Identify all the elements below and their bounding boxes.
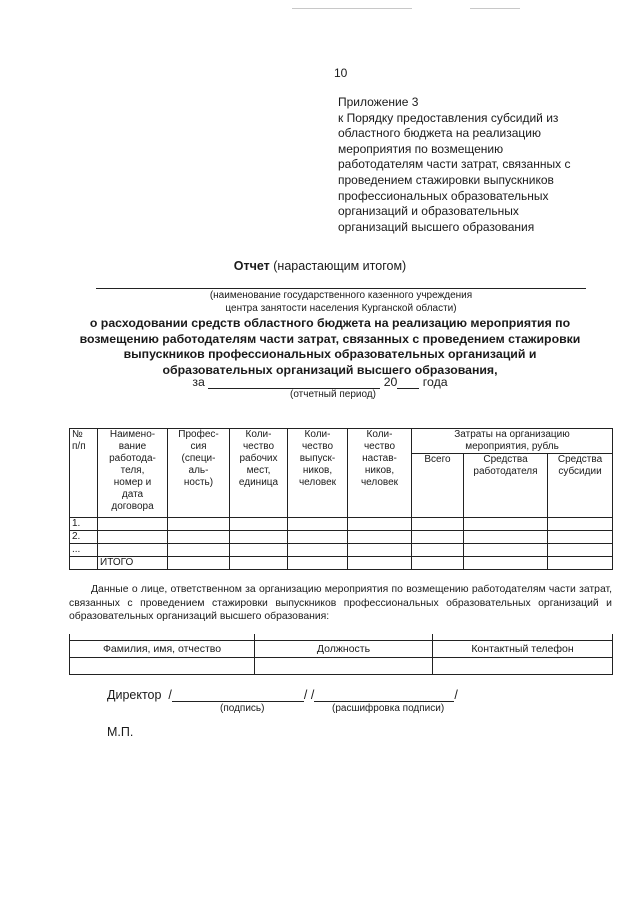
signature-blank <box>172 689 304 702</box>
decode-blank <box>314 689 454 702</box>
table-row: 2. <box>70 531 613 544</box>
report-table <box>69 428 613 570</box>
total-label: ИТОГО <box>98 557 168 570</box>
contact-header-phone: Контактный телефон <box>433 641 613 658</box>
table-row-total <box>70 557 613 570</box>
stamp-place: М.П. <box>107 725 134 739</box>
period-blank <box>208 377 380 389</box>
header-mentors: Коли- чество настав- ников, человек <box>348 429 412 518</box>
org-caption: (наименование государственного казенного учреждения центра занятости населения Курганской области) <box>209 290 473 314</box>
scan-artifact <box>470 8 520 9</box>
contact-table <box>69 634 613 675</box>
period-caption: (отчетный период) <box>290 389 376 400</box>
contact-header-name: Фамилия, имя, отчество <box>70 641 255 658</box>
header-total: Всего <box>412 454 464 518</box>
table-row: 1. <box>70 518 613 531</box>
report-title: Отчет (нарастающим итогом) <box>233 259 407 273</box>
reporting-period: за 20 года <box>192 375 448 389</box>
signature-line: Директор / / / / <box>107 688 458 702</box>
scan-artifact <box>292 8 412 9</box>
header-num: № п/п <box>70 429 98 518</box>
org-name-line <box>96 288 586 289</box>
header-graduates: Коли- чество выпуск- ников, человек <box>288 429 348 518</box>
appendix-note: Приложение 3 к Порядку предоставления субсидий из областного бюджета на реализацию мероприятия по возмещению работодателям части затрат, связанных с проведением стажировки выпускников профессиональных образовательных организаций и образовательных организаций высшего образования <box>338 95 571 234</box>
table-row: ... <box>70 544 613 557</box>
responsible-person-note: Данные о лице, ответственном за организацию мероприятия по возмещению работодателям части затрат, связанных с проведением стажировки выпускников профессиональных образовательных организаций и образовательных организаций высшего образования: <box>69 584 612 622</box>
year-blank <box>397 377 419 389</box>
signature-caption: (подпись) <box>220 703 265 714</box>
page-number: 10 <box>334 66 348 80</box>
decode-caption: (расшифровка подписи) <box>332 703 445 714</box>
contact-header-position: Должность <box>255 641 433 658</box>
header-employer-funds: Средства работодателя <box>464 454 548 518</box>
header-jobs: Коли- чество рабочих мест, единица <box>230 429 288 518</box>
report-subject: о расходовании средств областного бюджета на реализацию мероприятия по возмещению работодателям части затрат, связанных с проведением стажировки выпускников профессиональных образовательных организаций и образовательных организаций высшего образования, <box>79 316 581 377</box>
header-profession: Профес- сия (специ- аль- ность) <box>168 429 230 518</box>
header-costs: Затраты на организацию мероприятия, рубль <box>412 429 613 454</box>
header-subsidy-funds: Средства субсидии <box>548 454 613 518</box>
header-employer: Наимено- вание работода- теля, номер и дата договора <box>98 429 168 518</box>
